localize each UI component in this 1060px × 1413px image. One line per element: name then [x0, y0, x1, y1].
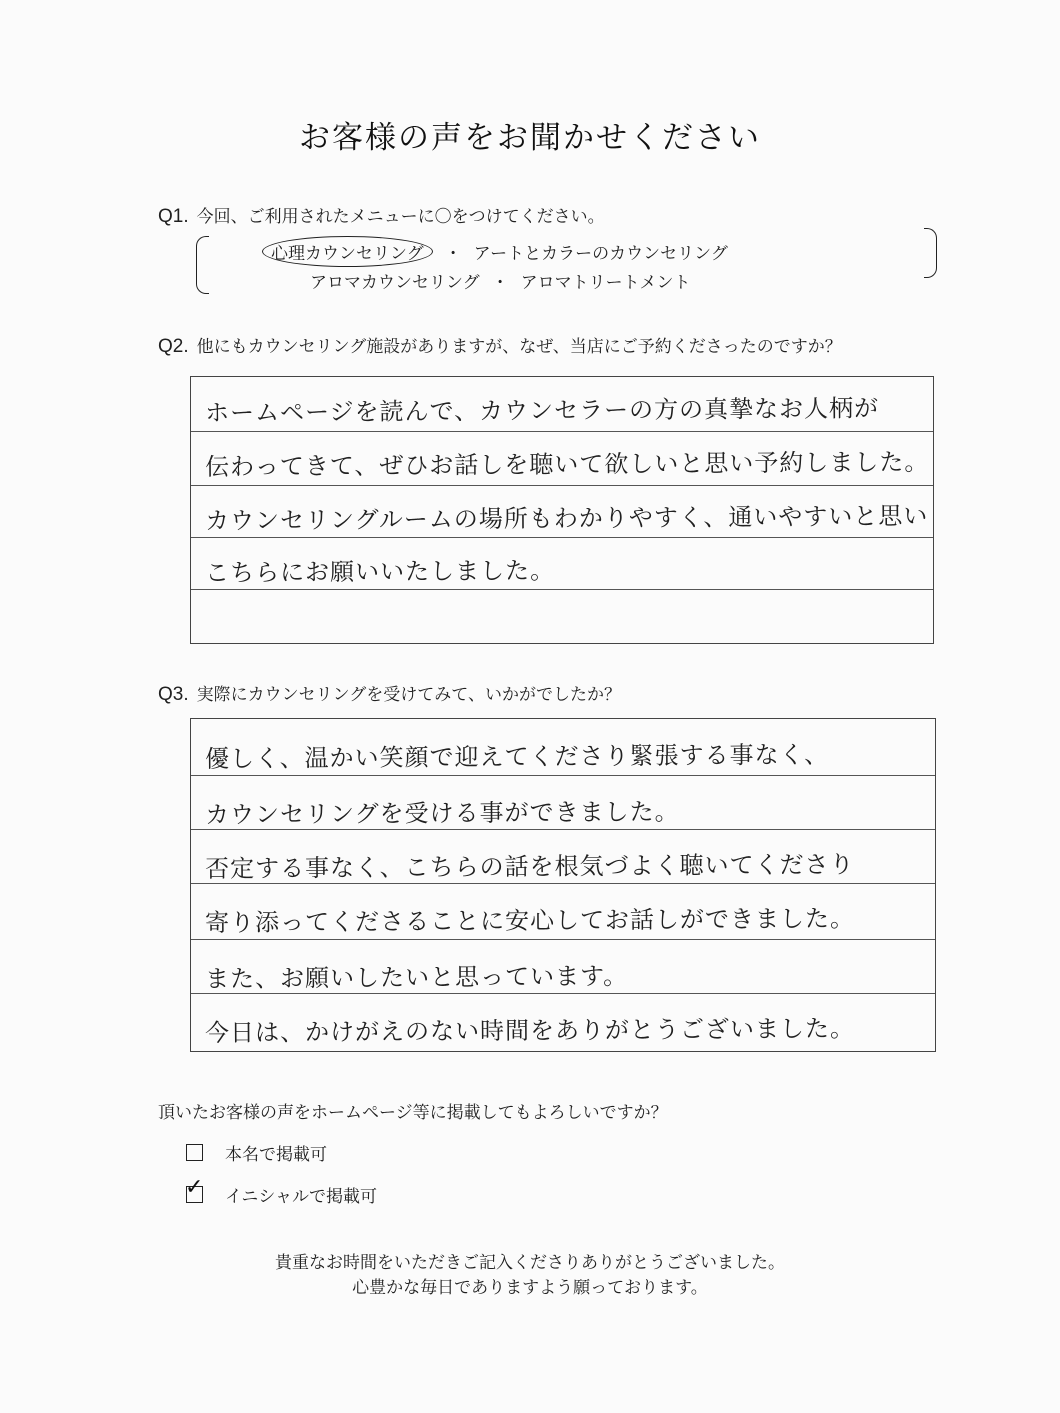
answer-line: 伝わってきて、ぜひお話しを聴いて欲しいと思い予約しました。 — [204, 447, 930, 481]
check-mark-icon: ✓ — [185, 1175, 204, 1200]
ruled-line — [191, 775, 935, 776]
ruled-line — [191, 431, 933, 432]
question-3-text: 実際にカウンセリングを受けてみて、いかがでしたか？ — [196, 685, 621, 705]
answer-line: こちらにお願いいたしました。 — [204, 556, 556, 587]
question-2-text: 他にもカウンセリング施設がありますが、なぜ、当店にご予約くださったのですか？ — [196, 337, 842, 357]
answer-line: 今日は、かけがえのない時間をありがとうございました。 — [204, 1014, 856, 1047]
menu-row-1 — [270, 236, 728, 267]
consent-option-label: イニシャルで掲載可 — [225, 1187, 377, 1207]
footer-wish: 心豊かな毎日でありますよう願っております。 — [352, 1278, 708, 1298]
consent-option-initials[interactable] — [185, 1175, 377, 1207]
page-title: お客様の声をお聞かせください — [299, 120, 761, 156]
question-3 — [158, 680, 621, 706]
menu-option-art-color-counseling[interactable]: アートとカラーのカウンセリング — [473, 244, 728, 264]
question-1-text: 今回、ご利用されたメニューに〇をつけてください。 — [196, 207, 605, 227]
answer-line: 優しく、温かい笑顔で迎えてくださり緊張する事なく、 — [204, 740, 830, 773]
ruled-line — [191, 537, 933, 538]
answer-line: 否定する事なく、こちらの話を根気づよく聴いてくださり — [204, 850, 855, 883]
consent-option-real-name[interactable] — [186, 1140, 327, 1165]
answer-box-q2[interactable] — [190, 376, 934, 644]
answer-line: ホームページを読んで、カウンセラーの方の真摯なお人柄が — [204, 394, 880, 427]
menu-option-aroma-counseling[interactable]: アロマカウンセリング — [310, 273, 480, 293]
menu-separator: ・ — [444, 244, 462, 264]
ruled-line — [191, 485, 933, 486]
checkbox-real-name[interactable] — [186, 1144, 203, 1161]
question-2 — [158, 332, 842, 358]
footer-thanks: 貴重なお時間をいただきご記入くださりありがとうございました。 — [275, 1253, 785, 1273]
answer-line: 寄り添ってくださることに安心してお話しができました。 — [204, 904, 856, 937]
checkbox-initials[interactable] — [185, 1175, 204, 1203]
ruled-line — [191, 939, 935, 940]
question-3-number: Q3. — [158, 684, 189, 705]
menu-row-2 — [310, 268, 691, 293]
answer-line: カウンセリングを受ける事ができました。 — [204, 797, 680, 829]
menu-bracket-right — [924, 228, 937, 278]
question-1 — [158, 202, 605, 228]
menu-bracket-left — [196, 236, 209, 294]
answer-line: また、お願いしたいと思っています。 — [204, 962, 629, 993]
consent-question: 頂いたお客様の声をホームページ等に掲載してもよろしいですか？ — [158, 1103, 668, 1123]
consent-option-label: 本名で掲載可 — [225, 1145, 327, 1165]
menu-option-aroma-treatment[interactable]: アロマトリートメント — [520, 273, 691, 293]
answer-box-q3[interactable] — [190, 718, 936, 1052]
menu-separator: ・ — [491, 273, 509, 293]
question-2-number: Q2. — [158, 336, 189, 357]
menu-option-psych-counseling[interactable]: 心理カウンセリング — [262, 236, 433, 267]
ruled-line — [191, 589, 933, 590]
question-1-number: Q1. — [158, 206, 189, 227]
answer-line: カウンセリングルームの場所もわかりやすく、通いやすいと思い — [204, 501, 929, 535]
